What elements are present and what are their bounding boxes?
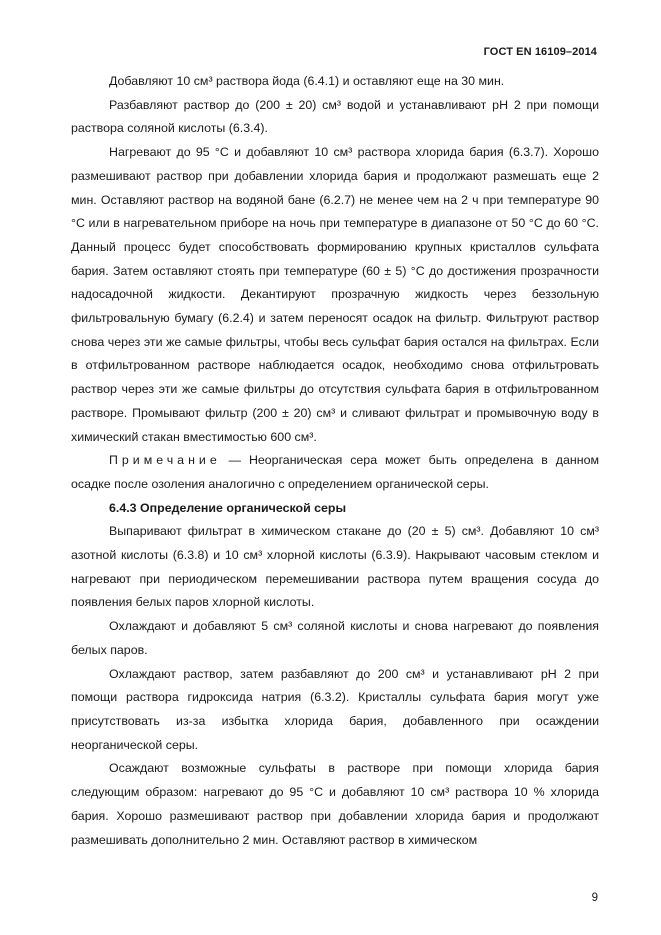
note-paragraph [71, 449, 599, 496]
paragraph-precipitate: Осаждают возможные сульфаты в растворе при помощи хлорида бария следующим образом: нагревают до 95 °С и добавляют 10 см³ раствора 10 % хлорида бария. Хорошо размешивают раствор при добавлении хлорида бария и продолжают размешивать дополнительно 2 мин. Оставляют раствор в химическом [71, 761, 599, 847]
paragraph-evaporate: Выпаривают фильтрат в химическом стакане до (20 ± 5) см³. Добавляют 10 см³ азотной кислоты (6.3.8) и 10 см³ хлорной кислоты (6.3.9). Накрывают часовым стеклом и нагревают при периодическом перемешивании раствора путем вращения сосуда до появления белых паров хлорной кислоты. [71, 524, 599, 610]
note-label: Примечание [109, 453, 221, 468]
paragraph-cool-naoh: Охлаждают раствор, затем разбавляют до 200 см³ и устанавливают pH 2 при помощи раствора гидроксида натрия (6.3.2). Кристаллы сульфата бария могут уже присутствовать из-за избытка хлорида бария, добавленного при осаждении неорганической серы. [71, 666, 599, 752]
section-heading: 6.4.3 Определение органической серы [109, 500, 347, 515]
paragraph-iodine: Добавляют 10 см³ раствора йода (6.4.1) и оставляют еще на 30 мин. [109, 74, 505, 88]
paragraph-cool-hcl: Охлаждают и добавляют 5 см³ соляной кислоты и снова нагревают до появления белых паров. [71, 619, 599, 657]
paragraph-heat-barium: Нагревают до 95 °С и добавляют 10 см³ раствора хлорида бария (6.3.7). Хорошо размешивают раствор при добавлении хлорида бария и продолжают размешать еще 2 мин. Оставляют раствор на водяной бане (6.2.7) не менее чем на 2 ч при температуре 90 °С или в нагревательном приборе на ночь при температуре в диапазоне от 50 °С до 60 °С. Данный процесс будет способствовать формированию крупных кристаллов сульфата бария. Затем оставляют стоять при температуре (60 ± 5) °С до достижения прозрачности надосадочной жидкости. Декантируют прозрачную жидкость через беззольную фильтровальную бумагу (6.2.4) и затем переносят осадок на фильтр. Фильтруют раствор снова через эти же самые фильтры, чтобы весь сульфат бария остался на фильтрах. Если в отфильтрованном растворе наблюдается осадок, необходимо снова отфильтровать раствор через эти же самые фильтры до отсутствия сульфата бария в отфильтрованном растворе. Промывают фильтр (200 ± 20) см³ и сливают фильтрат и промывочную воду в химический стакан вместимостью 600 см³. [71, 145, 599, 444]
standard-designation: ГОСТ EN 16109–2014 [483, 46, 597, 58]
paragraph-dilute: Разбавляют раствор до (200 ± 20) см³ водой и устанавливают pH 2 при помощи раствора соляной кислоты (6.3.4). [71, 97, 599, 136]
note-text: — Неорганическая сера может быть определена в данном осадке после озоления аналогично с определением органической серы. [71, 453, 599, 491]
page-number: 9 [591, 892, 598, 904]
document-body [71, 70, 599, 852]
